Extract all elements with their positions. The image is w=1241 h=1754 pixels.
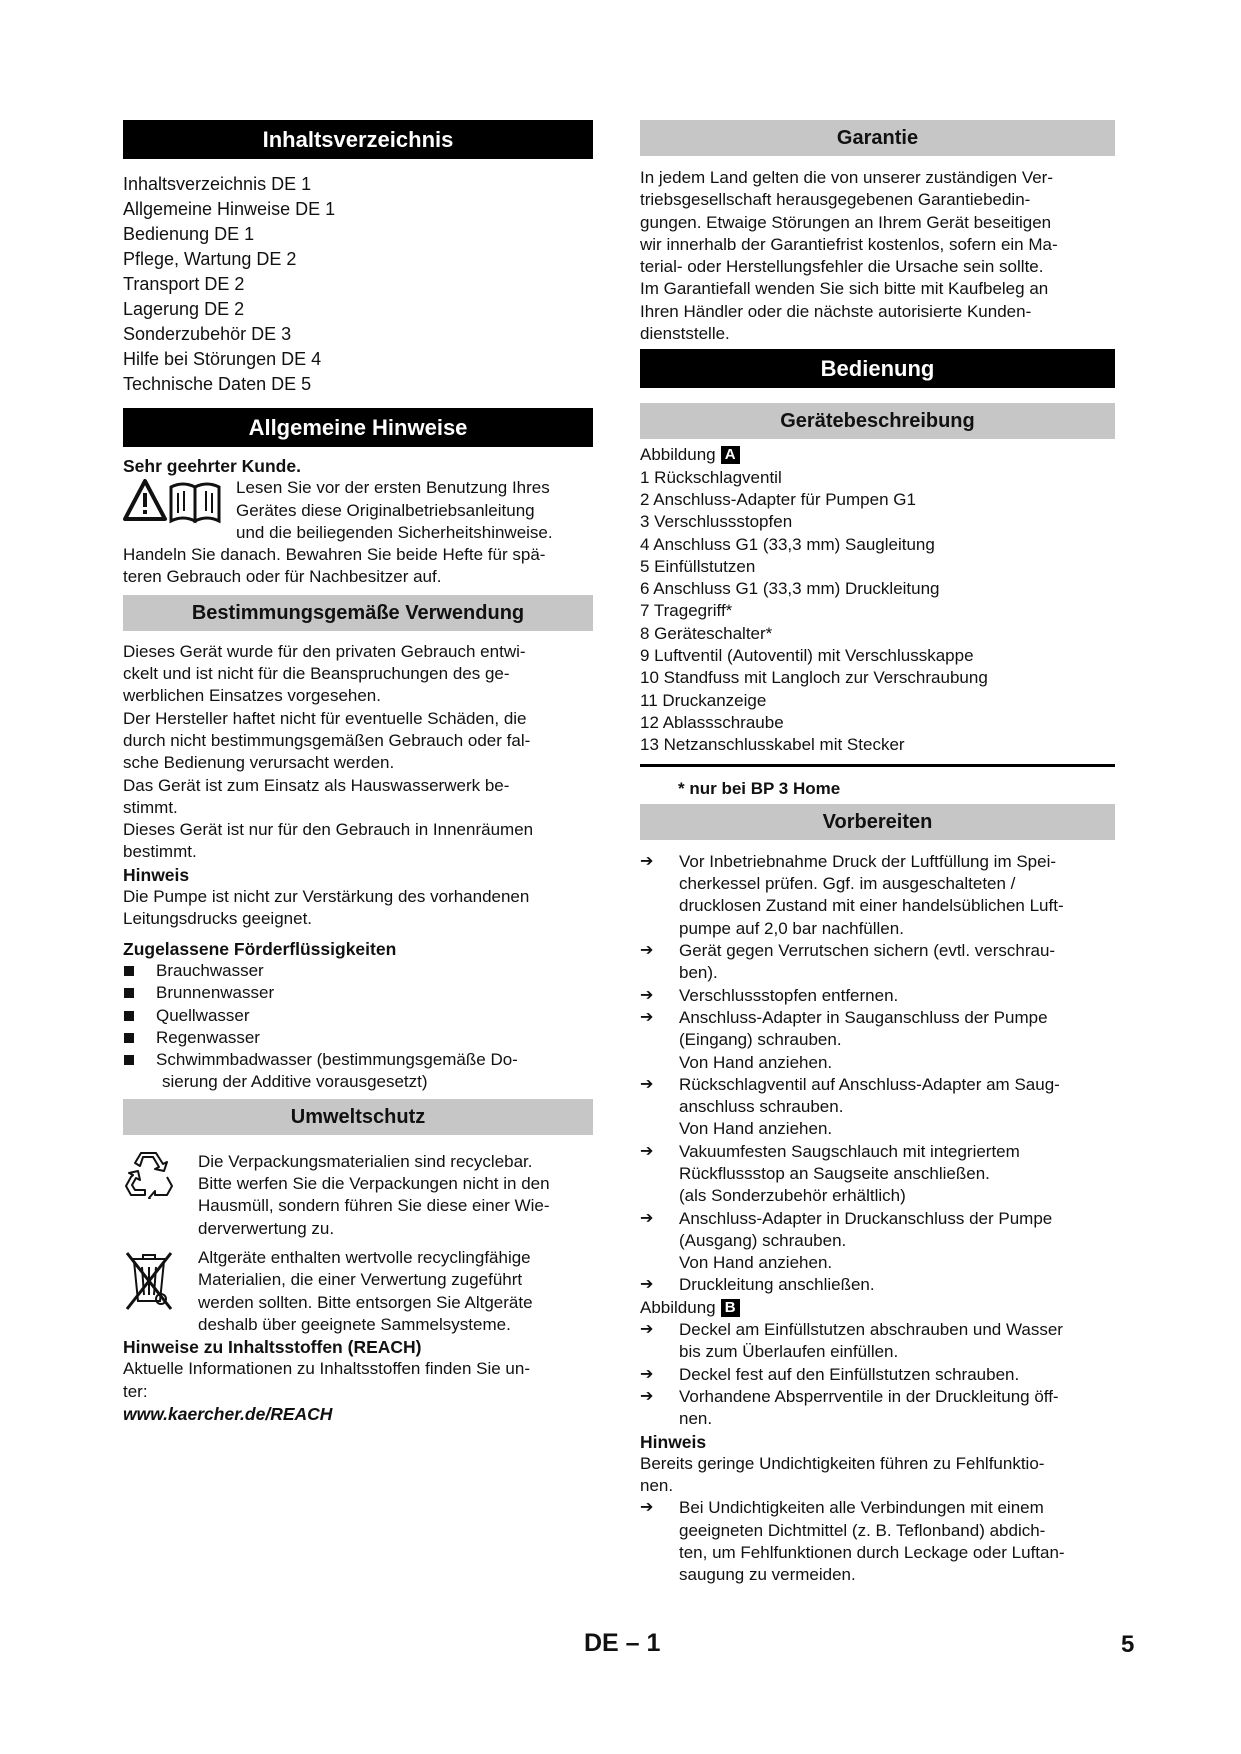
part-item: 4 Anschluss G1 (33,3 mm) Saugleitung bbox=[640, 534, 935, 554]
oldgear-block bbox=[123, 1247, 593, 1336]
figure-a-label: Abbildung bbox=[640, 445, 716, 465]
prepare-note-label: Hinweis bbox=[640, 1431, 707, 1452]
bullet-icon bbox=[123, 1005, 156, 1027]
step-line: Vor Inbetriebnahme Druck der Luftfüllung im Spei- bbox=[679, 851, 1057, 871]
packaging-text bbox=[198, 1151, 593, 1240]
arrow-right-icon: ➔ bbox=[640, 1209, 654, 1227]
part-item: 9 Luftventil (Autoventil) mit Verschlusskappe bbox=[640, 646, 974, 666]
arrow-right-icon: ➔ bbox=[640, 986, 654, 1004]
step-item bbox=[640, 940, 1115, 985]
part-item: 2 Anschluss-Adapter für Pumpen G1 bbox=[640, 489, 916, 509]
step-line: Anschluss-Adapter in Sauganschluss der Pumpe bbox=[679, 1007, 1048, 1027]
step-text bbox=[679, 940, 1115, 985]
bullet-icon bbox=[123, 1027, 156, 1049]
step-line: Rückflussstop an Saugseite anschließen. bbox=[679, 1163, 990, 1183]
step-line: Von Hand anziehen. bbox=[679, 1119, 833, 1139]
bullet-icon bbox=[123, 1049, 156, 1094]
figure-a-badge: A bbox=[721, 446, 740, 464]
toc-item: Inhaltsverzeichnis DE 1 bbox=[123, 174, 312, 194]
footnote-rule bbox=[640, 764, 1115, 767]
step-item bbox=[640, 1497, 1115, 1586]
toc-item: Hilfe bei Störungen DE 4 bbox=[123, 349, 322, 369]
warranty-line: dienststelle. bbox=[640, 324, 730, 344]
warranty-line: triebsgesellschaft herausgegebenen Garantiebedin- bbox=[640, 190, 1031, 210]
oldgear-icon-box bbox=[123, 1247, 198, 1336]
warranty-text bbox=[640, 167, 1115, 345]
intended-use-line: Dieses Gerät wurde für den privaten Gebrauch entwi- bbox=[123, 641, 526, 661]
footnote: * nur bei BP 3 Home bbox=[678, 778, 841, 798]
packaging-block bbox=[123, 1151, 593, 1240]
arrow-right-icon: ➔ bbox=[640, 1365, 654, 1383]
step-line: Druckleitung anschließen. bbox=[679, 1275, 875, 1295]
bullet-icon bbox=[123, 982, 156, 1004]
intro-line: teren Gebrauch oder für Nachbesitzer auf. bbox=[123, 567, 442, 587]
reach-line: ter: bbox=[123, 1381, 148, 1401]
step-text bbox=[679, 1074, 1115, 1141]
note-text bbox=[123, 886, 593, 931]
packaging-line: derverwertung zu. bbox=[198, 1218, 335, 1238]
part-item: 1 Rückschlagventil bbox=[640, 467, 782, 487]
step-line: geeigneten Dichtmittel (z. B. Teflonband) abdich- bbox=[679, 1520, 1046, 1540]
part-item: 5 Einfüllstutzen bbox=[640, 556, 756, 576]
environment-heading: Umweltschutz bbox=[123, 1099, 593, 1135]
oldgear-line: Altgeräte enthalten wertvolle recyclingfähige bbox=[198, 1247, 531, 1267]
step-line: ben). bbox=[679, 963, 718, 983]
part-item: 8 Geräteschalter* bbox=[640, 623, 773, 643]
packaging-line: Bitte werfen Sie die Verpackungen nicht in den bbox=[198, 1174, 550, 1194]
step-line: Gerät gegen Verrutschen sichern (evtl. verschrau- bbox=[679, 941, 1056, 961]
warning-manual-icon bbox=[123, 477, 231, 525]
intended-use-line: stimmt. bbox=[123, 797, 178, 817]
toc-item: Bedienung DE 1 bbox=[123, 224, 255, 244]
step-line: ten, um Fehlfunktionen durch Leckage oder Luftan- bbox=[679, 1543, 1065, 1563]
fluid-text: Quellwasser bbox=[156, 1005, 250, 1025]
oldgear-line: werden sollten. Bitte entsorgen Sie Altgeräte bbox=[198, 1292, 533, 1312]
step-line: Anschluss-Adapter in Druckanschluss der Pumpe bbox=[679, 1208, 1053, 1228]
intended-use-line: Das Gerät ist zum Einsatz als Hauswasserwerk be- bbox=[123, 775, 510, 795]
warranty-line: wir innerhalb der Garantiefrist kostenlos, sofern ein Ma- bbox=[640, 234, 1058, 254]
oldgear-text bbox=[198, 1247, 593, 1336]
step-line: Bei Undichtigkeiten alle Verbindungen mit einem bbox=[679, 1498, 1044, 1518]
intro-rest-text bbox=[123, 544, 593, 589]
intro-line: Gerätes diese Originalbetriebsanleitung bbox=[236, 500, 535, 520]
intro-line: und die beiliegenden Sicherheitshinweise. bbox=[236, 522, 553, 542]
step-line: nen. bbox=[679, 1409, 713, 1429]
packaging-line: Die Verpackungsmaterialien sind recyclebar. bbox=[198, 1151, 533, 1171]
right-column bbox=[640, 120, 1115, 1587]
fluids-heading: Zugelassene Förderflüssigkeiten bbox=[123, 938, 397, 959]
step-line: Von Hand anziehen. bbox=[679, 1253, 833, 1273]
warranty-line: terial- oder Herstellungsfehler die Ursache sein sollte. bbox=[640, 257, 1044, 277]
step-line: drucklosen Zustand mit einer handelsüblichen Luft- bbox=[679, 896, 1064, 916]
step-line: anschluss schrauben. bbox=[679, 1097, 844, 1117]
fluid-item bbox=[123, 1027, 593, 1049]
arrow-right-icon: ➔ bbox=[640, 1499, 654, 1517]
figure-b-line bbox=[640, 1297, 1115, 1319]
part-item: 3 Verschlussstopfen bbox=[640, 512, 793, 532]
step-line: (als Sonderzubehör erhältlich) bbox=[679, 1186, 906, 1206]
prepare-note-line: nen. bbox=[640, 1476, 674, 1496]
intended-use-line: Dieses Gerät ist nur für den Gebrauch in Innenräumen bbox=[123, 820, 534, 840]
toc-heading: Inhaltsverzeichnis bbox=[123, 120, 593, 159]
step-item bbox=[640, 1074, 1115, 1141]
intended-use-line: Der Hersteller haftet nicht für eventuelle Schäden, die bbox=[123, 708, 527, 728]
toc-item: Allgemeine Hinweise DE 1 bbox=[123, 199, 336, 219]
step-item bbox=[640, 1208, 1115, 1275]
step-text bbox=[679, 1497, 1115, 1586]
reach-heading: Hinweise zu Inhaltsstoffen (REACH) bbox=[123, 1337, 422, 1358]
left-column bbox=[123, 120, 593, 1425]
step-item bbox=[640, 1319, 1115, 1364]
note-line: Die Pumpe ist nicht zur Verstärkung des vorhandenen bbox=[123, 887, 530, 907]
reach-link[interactable]: www.kaercher.de/REACH bbox=[123, 1403, 333, 1424]
step-item bbox=[640, 1364, 1115, 1386]
figure-a-line bbox=[640, 444, 1115, 466]
toc-item: Sonderzubehör DE 3 bbox=[123, 324, 292, 344]
part-item: 7 Tragegriff* bbox=[640, 601, 733, 621]
part-item: 10 Standfuss mit Langloch zur Verschraubung bbox=[640, 668, 988, 688]
step-item bbox=[640, 1007, 1115, 1074]
bullet-icon bbox=[123, 960, 156, 982]
footer-page-number: 5 bbox=[1121, 1631, 1135, 1658]
arrow-right-icon: ➔ bbox=[640, 1008, 654, 1026]
step-text bbox=[679, 985, 1115, 1007]
arrow-right-icon: ➔ bbox=[640, 852, 654, 870]
intended-use-line: bestimmt. bbox=[123, 842, 197, 862]
part-item: 11 Druckanzeige bbox=[640, 690, 767, 710]
part-item: 6 Anschluss G1 (33,3 mm) Druckleitung bbox=[640, 579, 940, 599]
prepare-heading: Vorbereiten bbox=[640, 804, 1115, 840]
oldgear-line: deshalb über geeignete Sammelsysteme. bbox=[198, 1314, 511, 1334]
step-line: Von Hand anziehen. bbox=[679, 1052, 833, 1072]
reach-text bbox=[123, 1358, 593, 1403]
step-item bbox=[640, 1274, 1115, 1296]
prepare-steps bbox=[640, 851, 1115, 1297]
parts-list bbox=[640, 467, 1115, 757]
part-item: 12 Ablassschraube bbox=[640, 712, 784, 732]
arrow-right-icon: ➔ bbox=[640, 1075, 654, 1093]
figure-b-badge: B bbox=[721, 1299, 740, 1317]
prepare-note-text bbox=[640, 1453, 1115, 1498]
step-line: Deckel am Einfüllstutzen abschrauben und Wasser bbox=[679, 1320, 1063, 1340]
arrow-right-icon: ➔ bbox=[640, 1276, 654, 1294]
intro-block bbox=[123, 477, 593, 544]
step-item bbox=[640, 985, 1115, 1007]
fluid-item bbox=[123, 960, 593, 982]
step-line: pumpe auf 2,0 bar nachfüllen. bbox=[679, 918, 904, 938]
arrow-right-icon: ➔ bbox=[640, 1321, 654, 1339]
step-text bbox=[679, 1386, 1115, 1431]
intended-use-heading: Bestimmungsgemäße Verwendung bbox=[123, 595, 593, 631]
fluid-item-last bbox=[123, 1049, 593, 1094]
note-label: Hinweis bbox=[123, 864, 190, 885]
prepare-note-line: Bereits geringe Undichtigkeiten führen zu Fehlfunktio- bbox=[640, 1453, 1045, 1473]
intro-icons bbox=[123, 477, 236, 544]
intro-line: Lesen Sie vor der ersten Benutzung Ihres bbox=[236, 478, 550, 498]
device-description-heading: Gerätebeschreibung bbox=[640, 403, 1115, 439]
arrow-right-icon: ➔ bbox=[640, 942, 654, 960]
footer-section-label: DE – 1 bbox=[584, 1629, 661, 1657]
intro-line: Handeln Sie danach. Bewahren Sie beide Hefte für spä- bbox=[123, 545, 546, 565]
intended-use-line: werblichen Einsatzes vorgesehen. bbox=[123, 686, 381, 706]
packaging-icon-box bbox=[123, 1151, 198, 1240]
toc-item: Lagerung DE 2 bbox=[123, 299, 245, 319]
note-line: Leitungsdrucks geeignet. bbox=[123, 909, 313, 929]
salutation: Sehr geehrter Kunde. bbox=[123, 456, 301, 476]
warranty-line: In jedem Land gelten die von unserer zuständigen Ver- bbox=[640, 168, 1053, 187]
step-text bbox=[679, 1007, 1115, 1074]
intended-use-line: sche Bedienung verursacht werden. bbox=[123, 753, 395, 773]
toc-item: Transport DE 2 bbox=[123, 274, 245, 294]
warranty-heading: Garantie bbox=[640, 120, 1115, 156]
fluid-text: Regenwasser bbox=[156, 1027, 260, 1047]
general-heading: Allgemeine Hinweise bbox=[123, 408, 593, 447]
step-line: Rückschlagventil auf Anschluss-Adapter am Saug- bbox=[679, 1074, 1060, 1094]
step-text bbox=[679, 1208, 1115, 1275]
step-text bbox=[679, 1364, 1115, 1386]
arrow-right-icon: ➔ bbox=[640, 1142, 654, 1160]
step-item bbox=[640, 1141, 1115, 1208]
fluid-last-text: Schwimmbadwasser (bestimmungsgemäße Do- sierung der Additive vorausgesetzt) bbox=[156, 1050, 518, 1092]
operation-heading: Bedienung bbox=[640, 349, 1115, 388]
warranty-line: Im Garantiefall wenden Sie sich bitte mit Kaufbeleg an bbox=[640, 279, 1049, 299]
intended-use-line: durch nicht bestimmungsgemäßen Gebrauch oder fal- bbox=[123, 730, 531, 750]
step-line: Vakuumfesten Saugschlauch mit integriertem bbox=[679, 1141, 1020, 1161]
step-text bbox=[679, 851, 1115, 940]
warranty-line: Ihren Händler oder die nächste autorisierte Kunden- bbox=[640, 301, 1032, 321]
reach-line: Aktuelle Informationen zu Inhaltsstoffen finden Sie un- bbox=[123, 1359, 530, 1379]
arrow-right-icon: ➔ bbox=[640, 1387, 654, 1405]
toc-item: Technische Daten DE 5 bbox=[123, 374, 312, 394]
toc-list bbox=[123, 172, 593, 397]
step-text bbox=[679, 1141, 1115, 1208]
fluid-text: Brunnenwasser bbox=[156, 983, 275, 1003]
step-line: bis zum Überlaufen einfüllen. bbox=[679, 1342, 899, 1362]
step-item bbox=[640, 1386, 1115, 1431]
oldgear-line: Materialien, die einer Verwertung zugeführt bbox=[198, 1270, 523, 1290]
step-line: Verschlussstopfen entfernen. bbox=[679, 985, 899, 1005]
intended-use-line: ckelt und ist nicht für die Beanspruchungen des ge- bbox=[123, 664, 510, 684]
packaging-line: Hausmüll, sondern führen Sie diese einer Wie- bbox=[198, 1196, 550, 1216]
step-line: (Ausgang) schrauben. bbox=[679, 1230, 847, 1250]
fluid-text: Brauchwasser bbox=[156, 960, 264, 980]
recycle-icon bbox=[123, 1151, 175, 1199]
step-line: cherkessel prüfen. Ggf. im ausgeschalteten / bbox=[679, 874, 1016, 894]
crossed-bin-icon bbox=[123, 1247, 175, 1313]
intended-use-text bbox=[123, 641, 593, 864]
fluid-list bbox=[123, 960, 593, 1049]
step-item bbox=[640, 851, 1115, 940]
intro-text bbox=[236, 477, 593, 544]
final-step bbox=[640, 1497, 1115, 1586]
fluid-item bbox=[123, 1005, 593, 1027]
fill-steps bbox=[640, 1319, 1115, 1430]
step-line: (Eingang) schrauben. bbox=[679, 1030, 842, 1050]
step-line: Vorhandene Absperrventile in der Druckleitung öff- bbox=[679, 1386, 1059, 1406]
part-item: 13 Netzanschlusskabel mit Stecker bbox=[640, 735, 905, 755]
fluid-item bbox=[123, 982, 593, 1004]
step-text bbox=[679, 1274, 1115, 1296]
warranty-line: gungen. Etwaige Störungen an Ihrem Gerät beseitigen bbox=[640, 212, 1052, 232]
step-line: saugung zu vermeiden. bbox=[679, 1565, 856, 1585]
toc-item: Pflege, Wartung DE 2 bbox=[123, 249, 297, 269]
step-text bbox=[679, 1319, 1115, 1364]
figure-b-label: Abbildung bbox=[640, 1297, 716, 1317]
step-line: Deckel fest auf den Einfüllstutzen schrauben. bbox=[679, 1364, 1020, 1384]
